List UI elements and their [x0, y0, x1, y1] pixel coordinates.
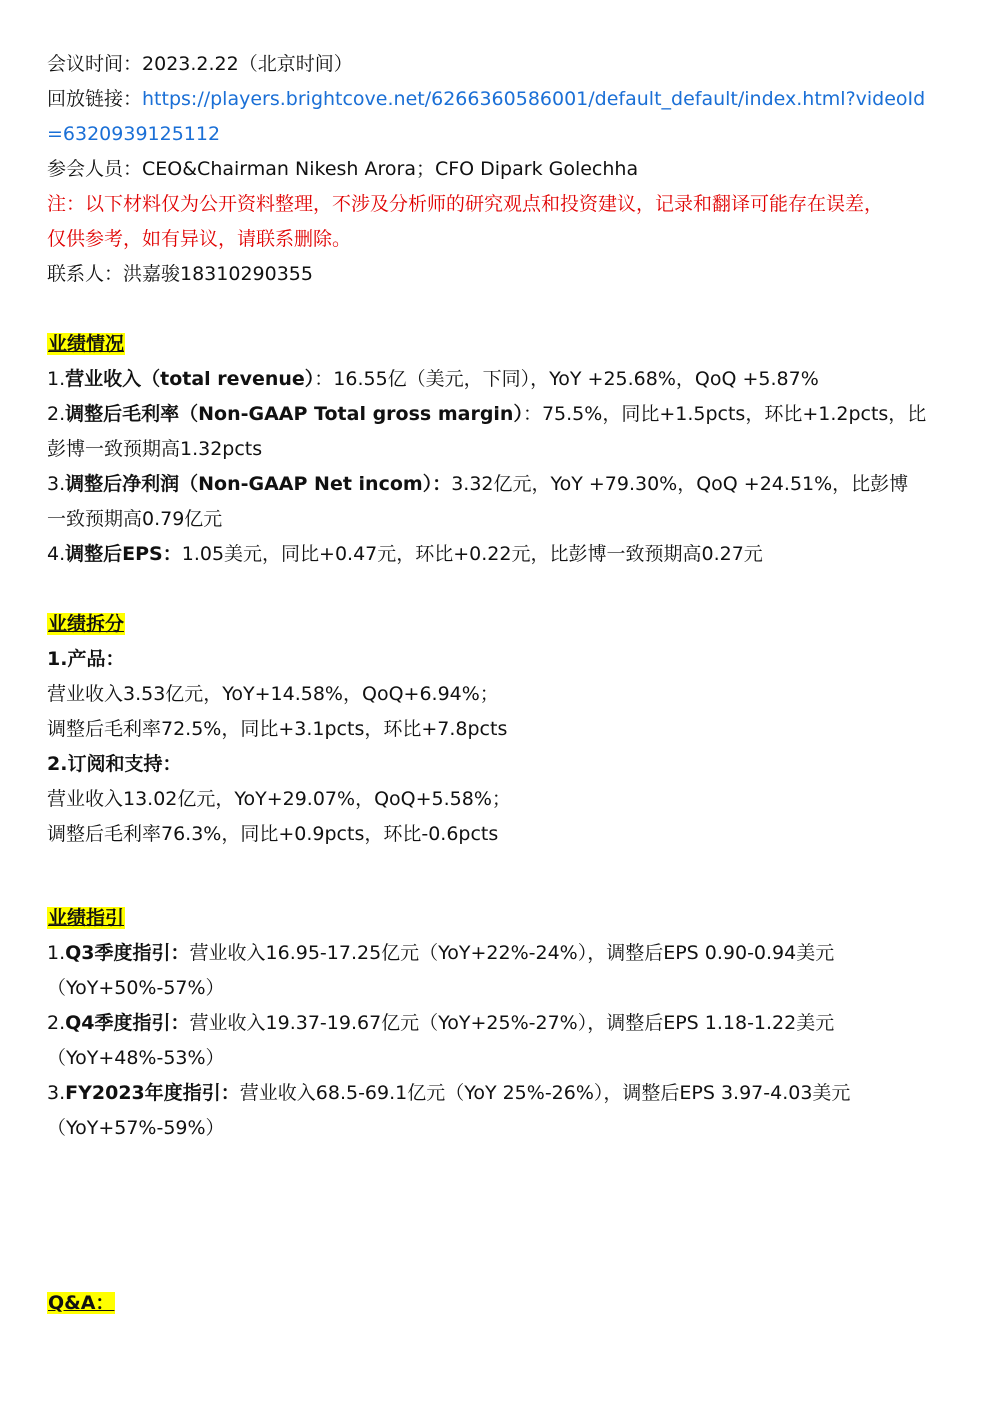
item-continuation: （YoY+48%-53%）: [47, 1047, 225, 1069]
item-continuation: （YoY+50%-57%）: [47, 977, 225, 999]
results-item: [47, 397, 947, 467]
item-label: Q4季度指引：: [65, 1012, 190, 1034]
item-number: 3.: [47, 473, 66, 495]
guidance-item: [47, 936, 947, 1006]
item-label: 调整后毛利率（Non-GAAP Total gross margin）: [65, 403, 523, 425]
replay-url-link[interactable]: https://players.brightcove.net/6266360586001/default_default/index.html?videoId: [142, 88, 926, 110]
results-item: [47, 537, 947, 572]
replay-link-row: [47, 82, 947, 117]
item-text: 营业收入19.37-19.67亿元（YoY+25%-27%），调整后EPS 1.18-1.22美元: [189, 1012, 835, 1034]
results-item: [47, 467, 947, 537]
item-number: 4.: [47, 543, 66, 565]
replay-label: 回放链接：: [47, 88, 143, 110]
item-text: ：75.5%，同比+1.5pcts，环比+1.2pcts，比: [522, 403, 927, 425]
qa-heading: Q&A：: [48, 1292, 115, 1314]
replay-url-link-continuation[interactable]: =6320939125112: [47, 123, 221, 145]
results-section-heading: [47, 327, 947, 362]
breakdown-section-heading: [47, 607, 947, 642]
item-continuation: 一致预期高0.79亿元: [47, 508, 223, 530]
item-text: 营业收入68.5-69.1亿元（YoY 25%-26%），调整后EPS 3.97-4.03美元: [239, 1082, 851, 1104]
item-continuation: （YoY+57%-59%）: [47, 1117, 225, 1139]
product-title: 1.产品：: [47, 648, 125, 670]
product-line: 调整后毛利率72.5%，同比+3.1pcts，环比+7.8pcts: [47, 718, 508, 740]
guidance-item: [47, 1006, 947, 1076]
item-number: 2.: [47, 403, 66, 425]
disclaimer-line-2: 仅供参考，如有异议，请联系删除。: [47, 228, 352, 250]
meeting-time: [47, 47, 947, 82]
item-text: 1.05美元，同比+0.47元，环比+0.22元，比彭博一致预期高0.27元: [181, 543, 763, 565]
results-heading: 业绩情况: [48, 333, 125, 355]
item-text: 3.32亿元，YoY +79.30%，QoQ +24.51%，比彭博: [451, 473, 909, 495]
guidance-section-heading: [47, 901, 947, 936]
item-continuation: 彭博一致预期高1.32pcts: [47, 438, 263, 460]
item-number: 1.: [47, 942, 66, 964]
item-label: FY2023年度指引：: [65, 1082, 240, 1104]
attendees-label: 参会人员：: [47, 158, 143, 180]
item-label: 调整后净利润（Non-GAAP Net incom）：: [65, 473, 452, 495]
product-line: 营业收入3.53亿元，YoY+14.58%，QoQ+6.94%；: [47, 683, 499, 705]
results-item: [47, 362, 947, 397]
guidance-heading: 业绩指引: [48, 907, 125, 929]
item-label: Q3季度指引：: [65, 942, 190, 964]
attendees: [47, 152, 947, 187]
subscription-line: 营业收入13.02亿元，YoY+29.07%，QoQ+5.58%；: [47, 788, 511, 810]
item-number: 3.: [47, 1082, 66, 1104]
item-label: 调整后EPS：: [65, 543, 182, 565]
breakdown-heading: 业绩拆分: [48, 613, 125, 635]
item-label: 营业收入（total revenue）: [65, 368, 315, 390]
item-number: 1.: [47, 368, 66, 390]
meeting-time-value: 2023.2.22（北京时间）: [142, 53, 353, 75]
contact: 联系人：洪嘉骏18310290355: [47, 263, 313, 285]
item-text: 营业收入16.95-17.25亿元（YoY+22%-24%），调整后EPS 0.90-0.94美元: [189, 942, 835, 964]
qa-section-heading: [47, 1286, 947, 1321]
document-page: [47, 0, 947, 1321]
item-text: ：16.55亿（美元，下同），YoY +25.68%，QoQ +5.87%: [314, 368, 819, 390]
guidance-item: [47, 1076, 947, 1146]
disclaimer-line-1: 注：以下材料仅为公开资料整理，不涉及分析师的研究观点和投资建议，记录和翻译可能存在误差，: [47, 193, 884, 215]
attendees-value: CEO&Chairman Nikesh Arora；CFO Dipark Golechha: [142, 158, 639, 180]
meeting-time-label: 会议时间：: [47, 53, 143, 75]
item-number: 2.: [47, 1012, 66, 1034]
subscription-title: 2.订阅和支持：: [47, 753, 182, 775]
subscription-line: 调整后毛利率76.3%，同比+0.9pcts，环比-0.6pcts: [47, 823, 499, 845]
